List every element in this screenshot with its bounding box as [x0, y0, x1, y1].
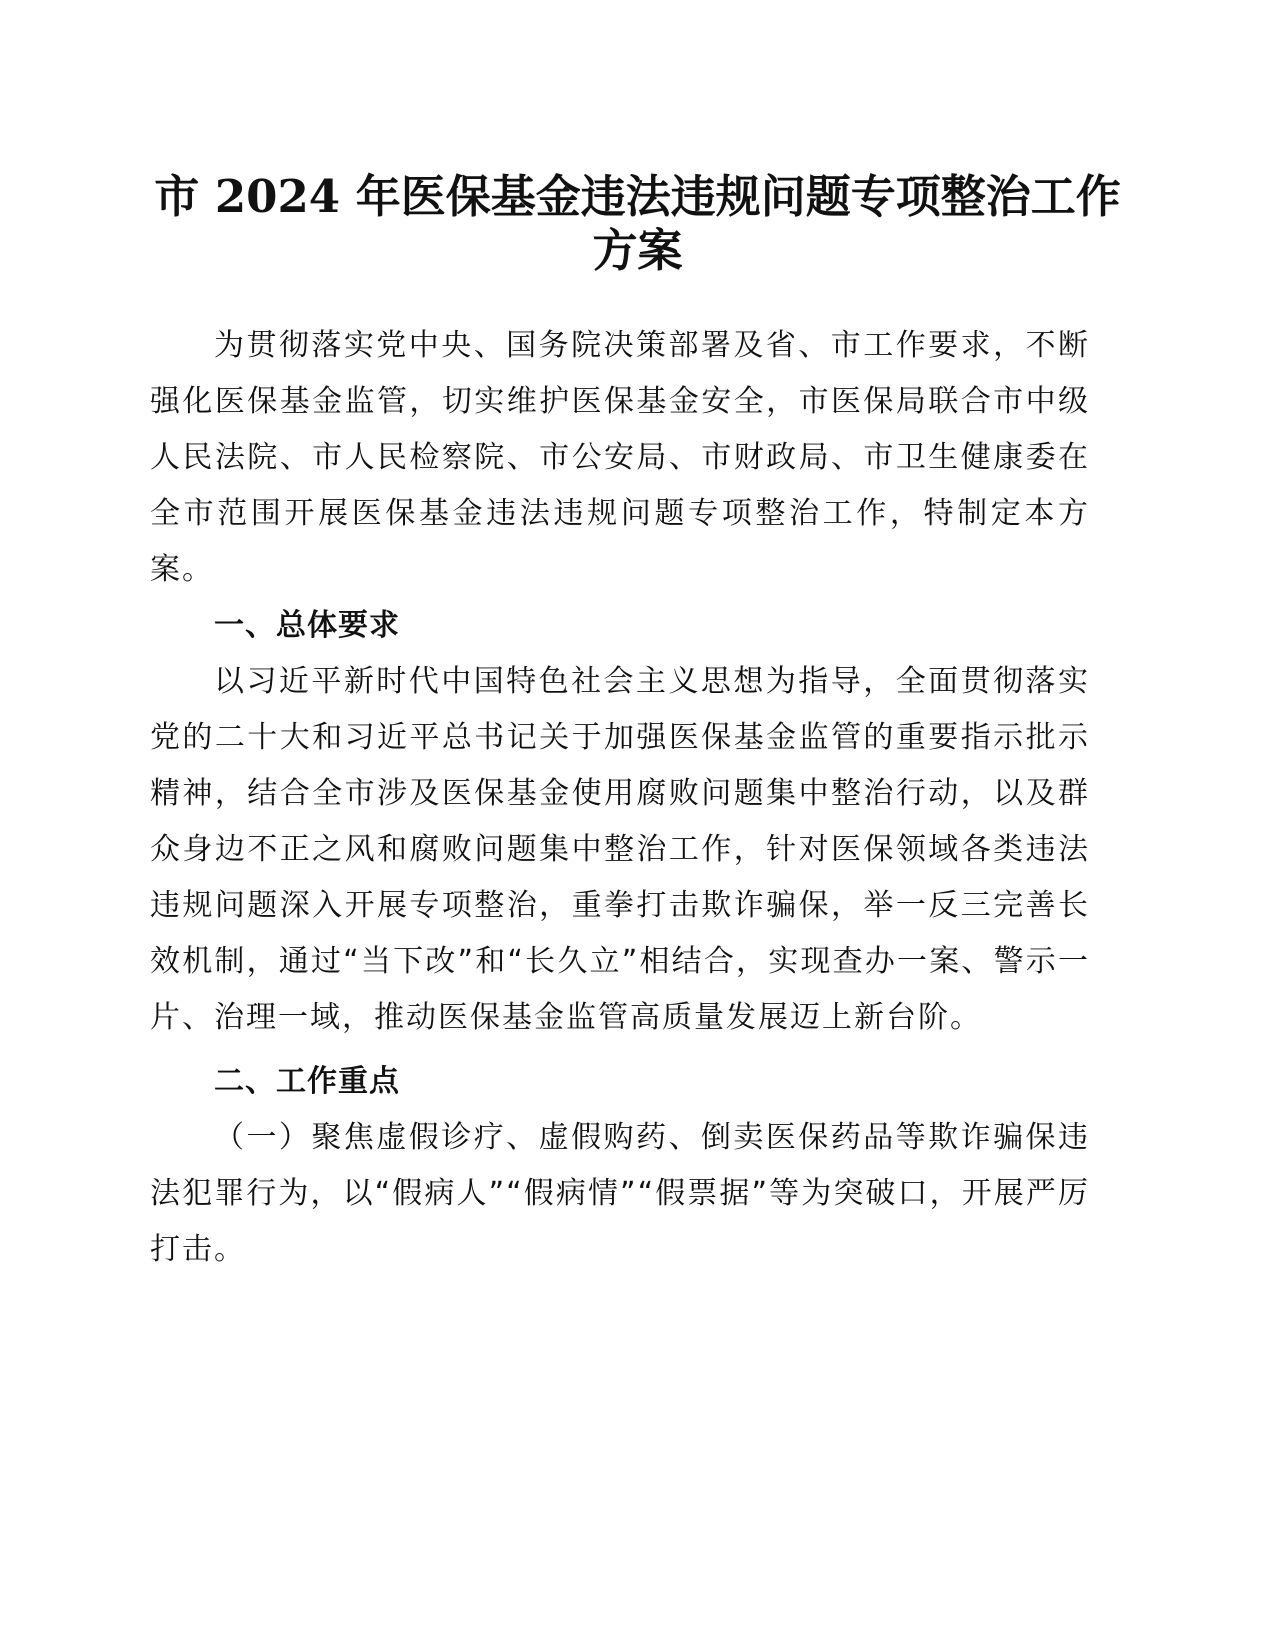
document-body	[150, 318, 1090, 1278]
intro-paragraph: 为贯彻落实党中央、国务院决策部署及省、市工作要求，不断强化医保基金监管，切实维护医保基金安全，市医保局联合市中级人民法院、市人民检察院、市公安局、市财政局、市卫生健康委在全市范围开展医保基金违法违规问题专项整治工作，特制定本方案。	[150, 328, 1090, 587]
section-heading-general-requirements: 一、总体要求	[214, 608, 400, 643]
document-title: 市 2024 年医保基金违法违规问题专项整治工作方案	[154, 170, 1121, 277]
work-focus-item-1: （一）聚焦虚假诊疗、虚假购药、倒卖医保药品等欺诈骗保违法犯罪行为，以“假病人”“假病情”“假票据”等为突破口，开展严厉打击。	[150, 1120, 1090, 1267]
general-requirements-paragraph: 以习近平新时代中国特色社会主义思想为指导，全面贯彻落实党的二十大和习近平总书记关于加强医保基金监管的重要指示批示精神，结合全市涉及医保基金使用腐败问题集中整治行动，以及群众身边不正之风和腐败问题集中整治工作，针对医保领域各类违法违规问题深入开展专项整治，重拳打击欺诈骗保，举一反三完善长效机制，通过“当下改”和“长久立”相结合，实现查办一案、警示一片、治理一域，推动医保基金监管高质量发展迈上新台阶。	[150, 664, 1090, 1035]
section-heading-work-focus: 二、工作重点	[214, 1064, 400, 1099]
